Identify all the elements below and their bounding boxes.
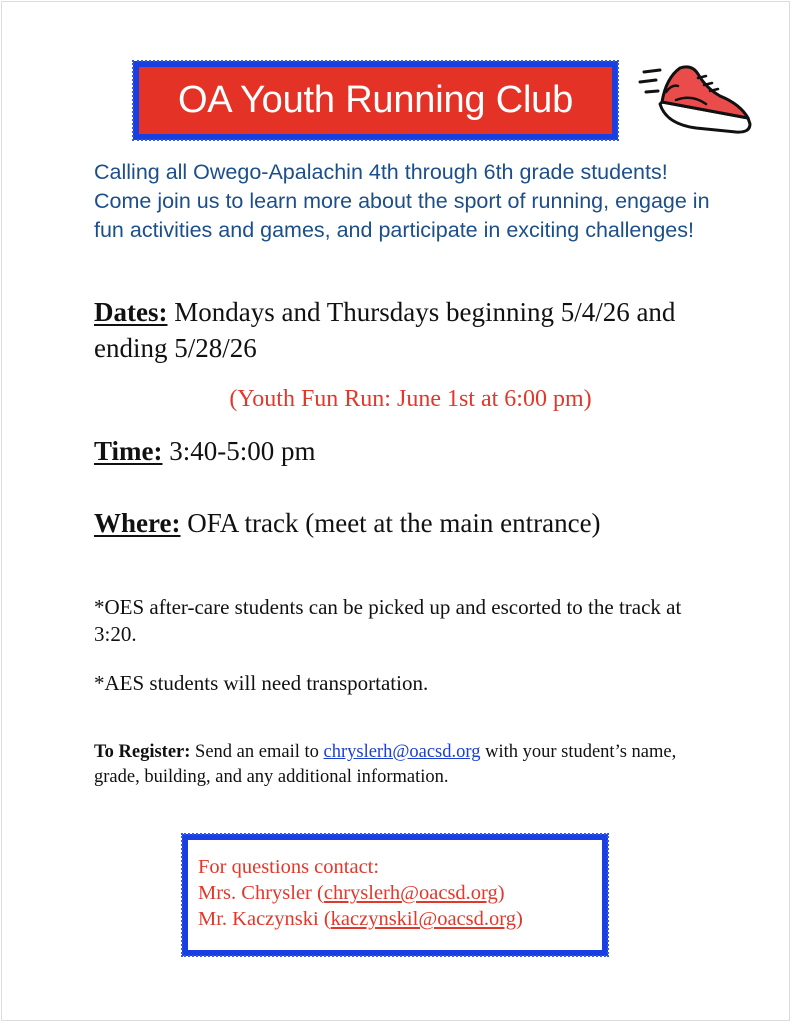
where-text: OFA track (meet at the main entrance) (187, 508, 601, 538)
contact-close: ) (497, 882, 505, 904)
dates-section (94, 294, 694, 366)
dates-text: Mondays and Thursdays beginning 5/4/26 and ending 5/28/26 (94, 297, 676, 363)
register-paragraph (94, 740, 714, 790)
page-title: OA Youth Running Club (177, 79, 574, 121)
register-before: Send an email to (195, 742, 319, 762)
contact-close: ) (515, 908, 523, 930)
register-label: To Register: (94, 742, 191, 762)
time-section (94, 433, 316, 469)
contact-line-chrysler (198, 880, 592, 906)
contact-name: Mrs. Chrysler ( (198, 882, 324, 904)
aes-note: *AES students will need transportation. (94, 671, 429, 695)
oes-note: *OES after-care students can be picked up and escorted to the track at 3:20. (94, 595, 682, 646)
register-after: with your student’s name, grade, building, and any additional information. (94, 742, 677, 787)
where-section (94, 505, 601, 541)
contact-email-link[interactable]: chryslerh@oacsd.org (323, 882, 498, 904)
register-email-link[interactable]: chryslerh@oacsd.org (323, 742, 481, 762)
running-shoe-icon (636, 58, 754, 140)
time-text: 3:40-5:00 pm (169, 436, 316, 466)
fun-run-note: (Youth Fun Run: June 1st at 6:00 pm) (229, 386, 592, 412)
contact-box (182, 834, 608, 956)
title-banner (133, 61, 618, 140)
dates-label: Dates: (94, 297, 168, 327)
time-label: Time: (94, 436, 163, 466)
contact-name: Mr. Kaczynski ( (198, 908, 331, 930)
where-label: Where: (94, 508, 181, 538)
intro-paragraph: Calling all Owego-Apalachin 4th through 6th grade students! Come join us to learn more about the sport of running, engage in fun activities and games, and participate in exciting challenges! (94, 160, 710, 242)
contact-email-link[interactable]: kaczynskil@oacsd.org (330, 908, 516, 930)
contact-line-kaczynski (198, 906, 592, 932)
contact-heading: For questions contact: (198, 856, 380, 878)
